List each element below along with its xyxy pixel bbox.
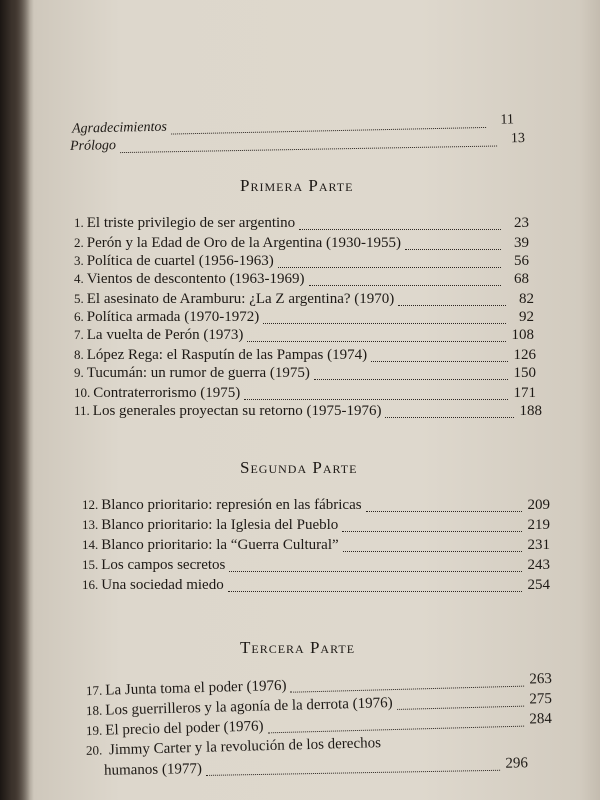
chapter-number: 4. [74,271,84,286]
chapter-number: 19. [85,722,103,739]
chapter-page: 275 [529,690,553,708]
chapter-page: 219 [527,517,550,533]
entry-title: Prólogo [69,138,117,154]
chapter-number: 13. [82,517,99,532]
chapter-number: 14. [82,537,99,552]
chapter-title: Los guerrilleros y la agonía de la derrota (1976) [105,695,393,719]
dot-leader [244,387,508,400]
dot-leader [309,273,501,286]
toc-entry [104,754,528,779]
chapter-number: 6. [74,309,84,324]
dot-leader [267,713,524,733]
chapter-title: Política de cuartel (1956-1963) [86,253,274,269]
chapter-title: El precio del poder (1976) [105,718,264,739]
toc-entry [74,346,536,364]
dot-leader [120,133,497,153]
toc-entry [74,270,529,288]
dot-leader [385,405,514,418]
chapter-page: 263 [529,670,553,688]
chapter-page: 92 [519,309,534,325]
dot-leader [342,519,522,532]
dot-leader [299,217,501,230]
toc-entry [82,536,550,554]
entry-title: Agradecimientos [71,119,168,137]
chapter-title: Jimmy Carter y la revolución de los derechos [108,735,382,759]
chapter-title-continued: humanos (1977) [103,760,203,779]
dot-leader [314,367,508,380]
chapter-title: López Rega: el Rasputín de las Pampas (1974) [86,347,368,363]
chapter-title: El asesinato de Aramburu: ¿La Z argentina? (1970) [86,291,395,307]
chapter-title: Los campos secretos [101,557,226,573]
dot-leader [263,311,506,324]
dot-leader [343,539,522,552]
chapter-page: 284 [529,710,553,728]
chapter-title: Tucumán: un rumor de guerra (1975) [86,365,310,381]
toc-entry [74,402,542,420]
dot-leader [290,673,524,692]
dot-leader [398,293,506,306]
toc-entry [82,576,550,594]
chapter-page: 231 [527,537,550,553]
chapter-number: 20. [85,742,103,758]
toc-entry [74,326,534,344]
chapter-page: 68 [514,271,529,287]
chapter-title: La vuelta de Perón (1973) [86,327,244,343]
chapter-page: 108 [511,327,534,343]
chapter-page: 243 [527,557,550,573]
chapter-page: 171 [513,385,536,401]
chapter-title: Los generales proyectan su retorno (1975-1976) [92,403,382,419]
toc-entry [74,384,536,402]
chapter-page: 254 [527,577,550,593]
dot-leader [405,237,501,250]
chapter-title: Contraterrorismo (1975) [93,385,241,401]
toc-entry [82,496,550,514]
chapter-page: 188 [519,403,542,419]
dot-leader [396,693,524,709]
chapter-number: 5. [74,291,84,306]
entry-page: 11 [500,112,515,128]
chapter-page: 56 [514,253,529,269]
chapter-number: 1. [74,215,84,230]
dot-leader [278,255,501,268]
chapter-page: 126 [513,347,536,363]
chapter-page: 209 [527,497,550,513]
chapter-number: 11. [74,403,90,418]
chapter-number: 2. [74,235,84,250]
toc-entry [82,556,550,574]
chapter-title: Vientos de descontento (1963-1969) [86,271,305,287]
chapter-page: 82 [519,291,534,307]
dot-leader [366,499,522,512]
chapter-number: 16. [82,577,99,592]
chapter-number: 15. [82,557,99,572]
chapter-title: Blanco prioritario: la Iglesia del Pueblo [101,517,339,533]
dot-leader [371,349,508,362]
part-title-2: Segunda Parte [240,458,358,477]
chapter-title: Política armada (1970-1972) [86,309,260,325]
chapter-title: Blanco prioritario: represión en las fábricas [101,497,362,513]
toc-entry [74,290,534,308]
chapter-number: 3. [74,253,84,268]
toc-entry [74,252,529,270]
dot-leader [206,757,500,775]
entry-page: 13 [510,131,526,147]
part-title-1: Primera Parte [240,176,354,195]
chapter-number: 9. [74,365,84,380]
part-title-3: Tercera Parte [240,638,356,657]
chapter-number: 7. [74,327,84,342]
toc-entry [74,234,529,252]
chapter-title: El triste privilegio de ser argentino [86,215,296,231]
dot-leader [247,329,506,342]
toc-entry [74,364,536,382]
toc-entry [74,308,534,326]
chapter-number: 17. [85,682,103,699]
dot-leader [228,579,522,592]
chapter-title: La Junta toma el poder (1976) [105,677,287,699]
dot-leader [229,559,522,572]
chapter-title: Perón y la Edad de Oro de la Argentina (1930-1955) [86,235,401,251]
chapter-title: Blanco prioritario: la “Guerra Cultural” [101,537,339,553]
toc-entry [74,214,529,232]
chapter-page: 150 [513,365,536,381]
chapter-number: 12. [82,497,99,512]
chapter-number: 10. [74,385,91,400]
chapter-number: 18. [85,702,103,719]
chapter-page: 296 [505,755,529,772]
chapter-page: 23 [514,215,529,231]
chapter-title: Una sociedad miedo [101,577,224,593]
chapter-page: 39 [514,235,529,251]
chapter-number: 8. [74,347,84,362]
toc-entry [82,516,550,534]
